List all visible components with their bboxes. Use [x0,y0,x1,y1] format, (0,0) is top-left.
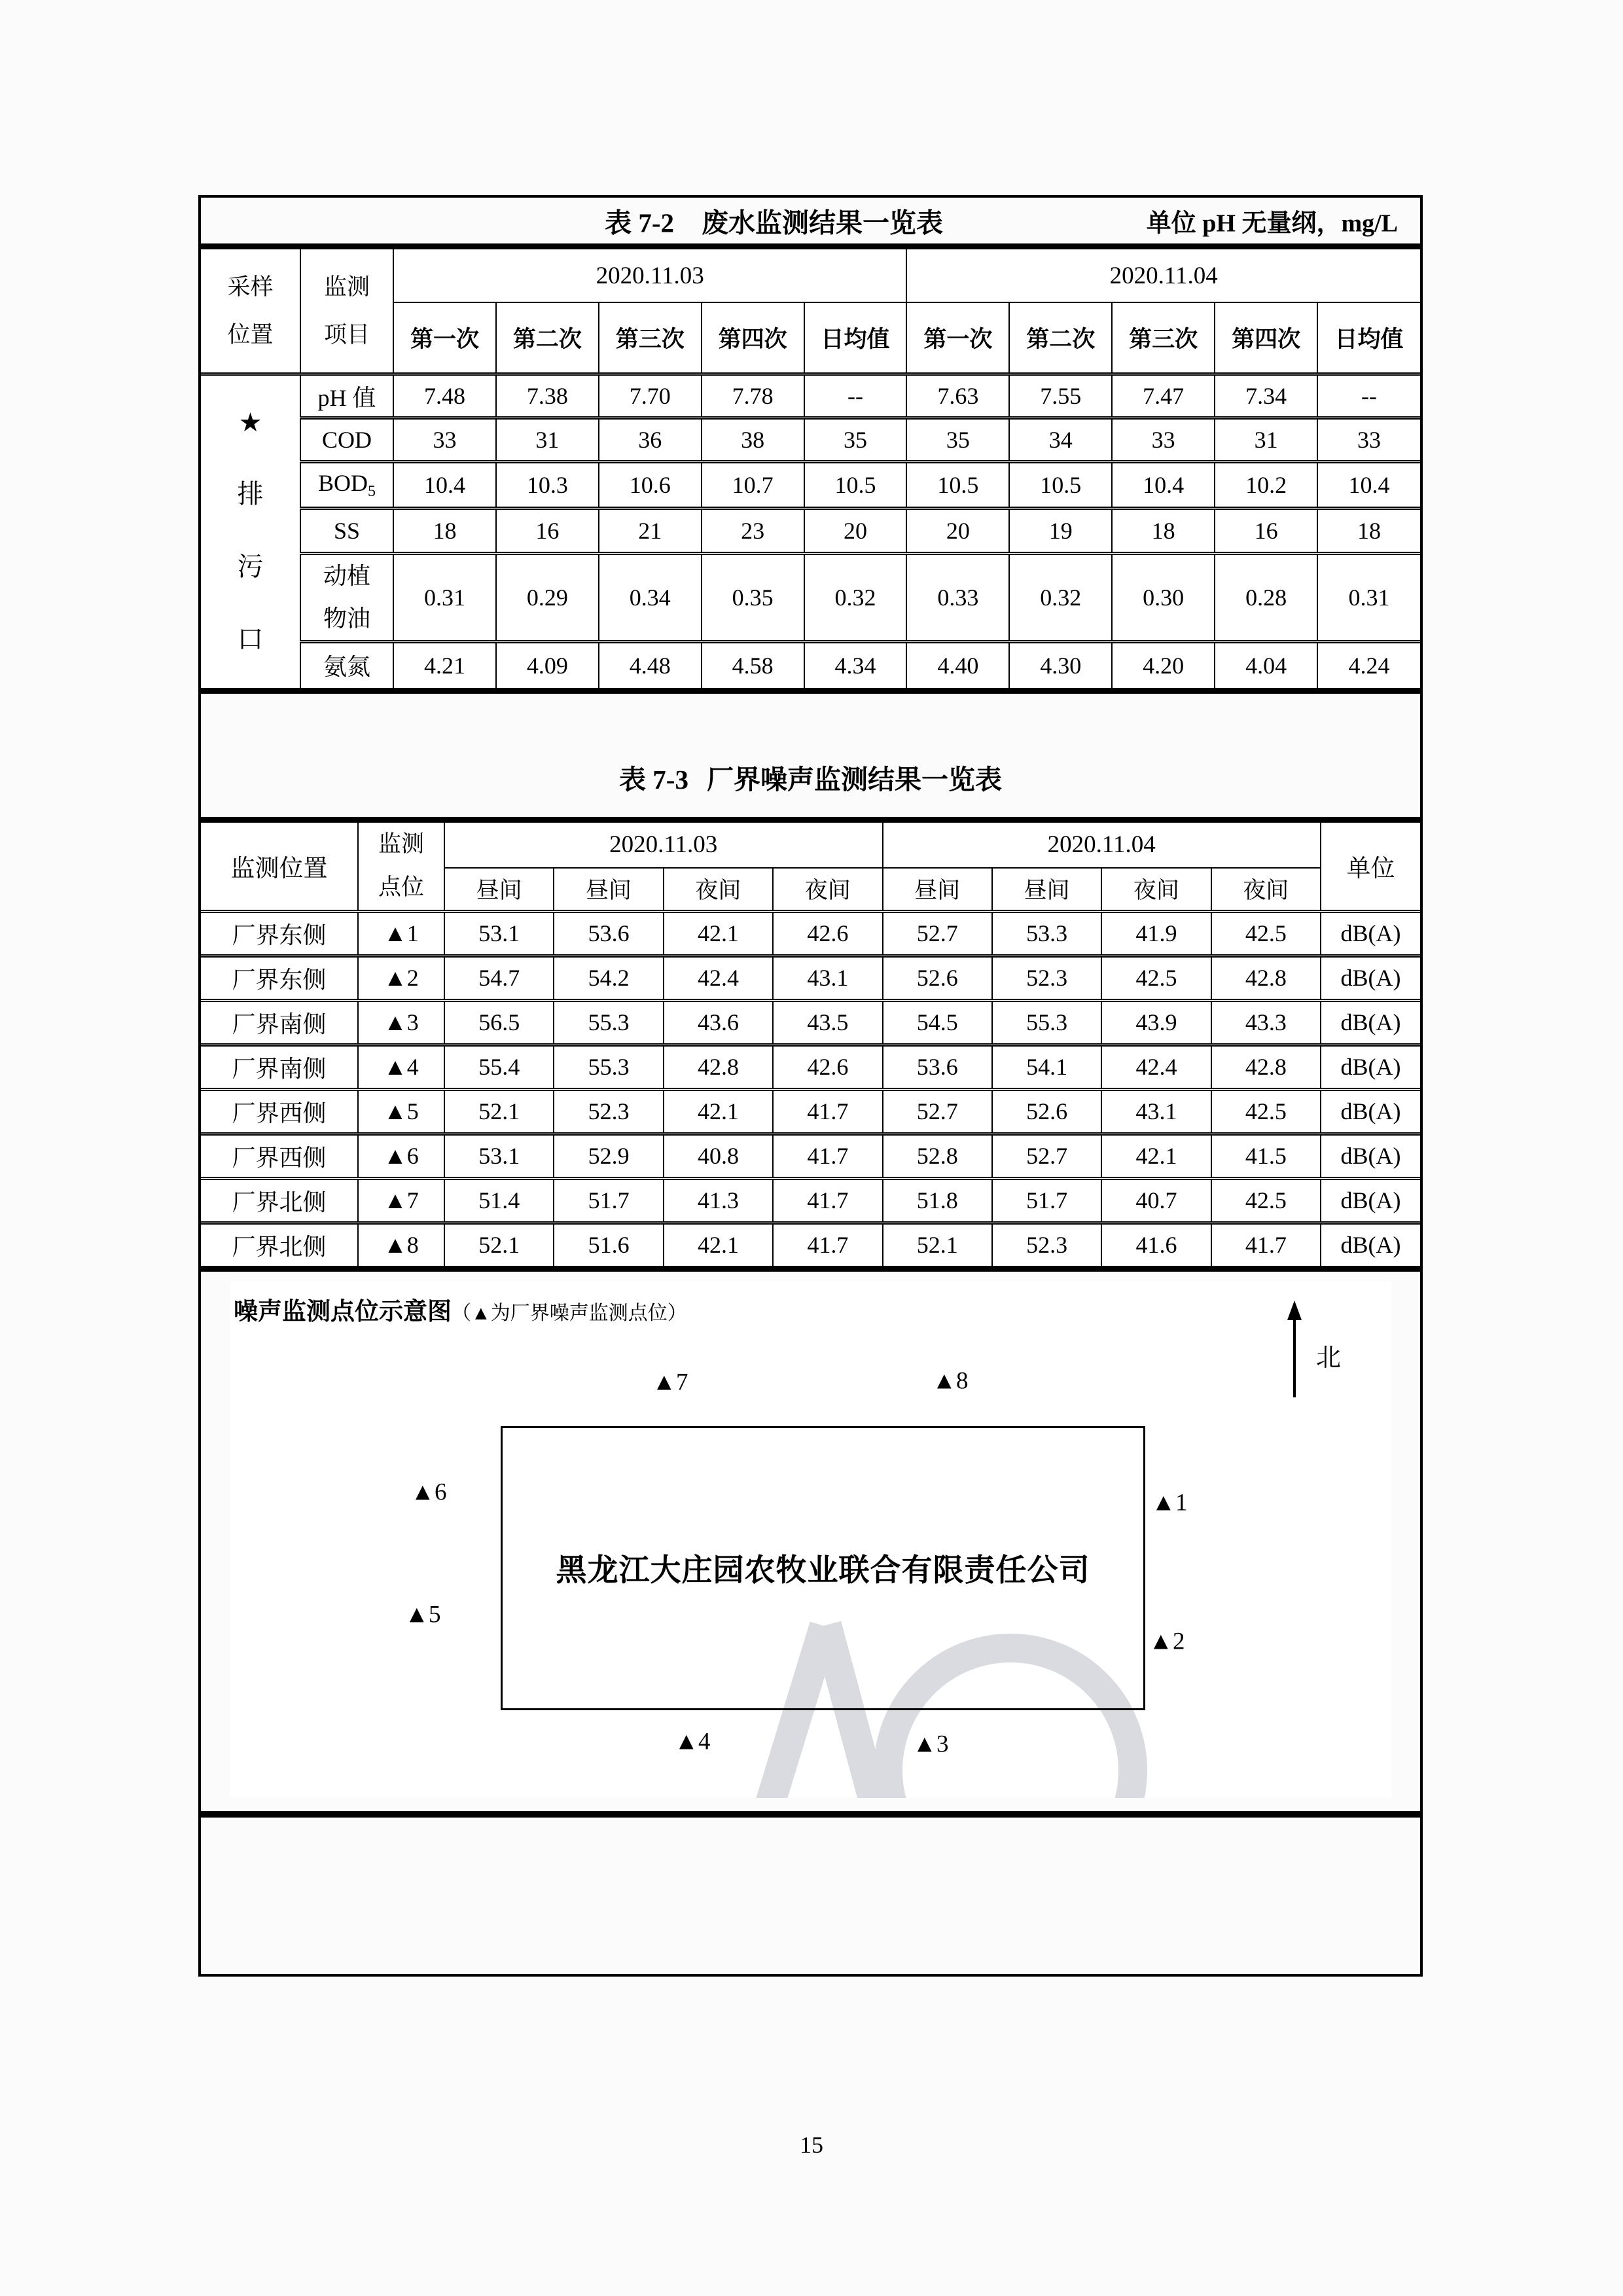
item-label: SS [300,509,393,554]
noise-row [201,1178,1420,1223]
header-subcol: 第四次 [702,302,804,374]
value-cell: 42.8 [1211,956,1321,1000]
value-cell: 7.55 [1009,374,1112,418]
value-cell: 18 [1112,509,1215,554]
header-subcol: 昼间 [444,868,554,911]
noise-point-marker-3: ▲3 [912,1731,949,1758]
value-cell: 16 [1215,509,1317,554]
value-cell: 4.24 [1317,641,1420,691]
value-cell: 42.4 [664,956,773,1000]
value-cell: -- [804,374,907,418]
noise-row [201,1045,1420,1089]
diagram-caption-note: （▲为厂界噪声监测点位） [452,1302,687,1324]
value-cell: 0.31 [1317,554,1420,642]
table72-header-row1 [201,247,1420,303]
value-cell: 43.5 [773,1000,882,1045]
unit-cell: dB(A) [1321,911,1420,956]
value-cell: 51.6 [554,1223,663,1268]
value-cell: 7.48 [393,374,496,418]
value-cell: 43.6 [664,1000,773,1045]
value-cell: 55.3 [554,1045,663,1089]
value-cell: 41.9 [1101,911,1211,956]
value-cell: 42.4 [1101,1045,1211,1089]
value-cell: 52.6 [883,956,992,1000]
table73-title-label: 表 7-3 [619,764,688,795]
item-label: pH 值 [300,374,393,418]
item-label: 动植 物油 [300,554,393,642]
value-cell: 52.7 [883,1089,992,1134]
value-cell: 0.31 [393,554,496,642]
value-cell: 0.34 [599,554,702,642]
noise-location-cell: 厂界西侧 [201,1134,358,1178]
table72-title-label: 表 7-2 [605,207,675,238]
value-cell: 0.28 [1215,554,1317,642]
header-subcol: 昼间 [883,868,992,911]
value-cell: 42.5 [1101,956,1211,1000]
header-subcol: 第一次 [393,302,496,374]
unit-cell: dB(A) [1321,1045,1420,1089]
header-monitor-location: 监测位置 [201,819,358,911]
table72-titlebar [201,198,1420,243]
value-cell: 43.1 [1101,1089,1211,1134]
wastewater-table-body [201,374,1420,691]
value-cell: 18 [393,509,496,554]
value-cell: 42.8 [1211,1045,1321,1089]
wastewater-row [201,418,1420,462]
noise-row [201,956,1420,1000]
value-cell: 52.8 [883,1134,992,1178]
header-date1: 2020.11.03 [393,247,906,303]
value-cell: 4.34 [804,641,907,691]
value-cell: 51.4 [444,1178,554,1223]
factory-boundary-box [501,1426,1145,1710]
value-cell: 33 [1317,418,1420,462]
value-cell: 52.6 [992,1089,1101,1134]
value-cell: 19 [1009,509,1112,554]
value-cell: 51.7 [554,1178,663,1223]
noise-point-cell: ▲5 [358,1089,444,1134]
value-cell: 18 [1317,509,1420,554]
noise-location-cell: 厂界西侧 [201,1089,358,1134]
value-cell: 4.09 [496,641,599,691]
header-subcol: 日均值 [1317,302,1420,374]
value-cell: 0.30 [1112,554,1215,642]
item-label: $BOD_5$ [300,462,393,509]
wastewater-row [201,509,1420,554]
value-cell: 31 [1215,418,1317,462]
value-cell: 42.5 [1211,1178,1321,1223]
unit-cell: dB(A) [1321,1178,1420,1223]
noise-point-cell: ▲4 [358,1045,444,1089]
value-cell: 7.63 [906,374,1009,418]
unit-cell: dB(A) [1321,956,1420,1000]
table73-header-row1 [201,819,1420,868]
value-cell: 4.30 [1009,641,1112,691]
value-cell: 52.3 [554,1089,663,1134]
unit-cell: dB(A) [1321,1134,1420,1178]
value-cell: 7.47 [1112,374,1215,418]
value-cell: 0.32 [804,554,907,642]
value-cell: 0.35 [702,554,804,642]
value-cell: 7.78 [702,374,804,418]
value-cell: 38 [702,418,804,462]
unit-cell: dB(A) [1321,1000,1420,1045]
value-cell: 34 [1009,418,1112,462]
value-cell: 52.1 [444,1089,554,1134]
noise-point-marker-8: ▲8 [932,1367,969,1395]
noise-point-marker-7: ▲7 [652,1369,688,1396]
noise-row [201,911,1420,956]
value-cell: 52.1 [883,1223,992,1268]
value-cell: 56.5 [444,1000,554,1045]
header-subcol: 第一次 [906,302,1009,374]
value-cell: 54.7 [444,956,554,1000]
value-cell: 42.5 [1211,1089,1321,1134]
value-cell: 10.4 [1112,462,1215,509]
location-stack-char: 口 [237,624,264,655]
noise-point-cell: ▲2 [358,956,444,1000]
header-subcol: 第二次 [496,302,599,374]
value-cell: 21 [599,509,702,554]
value-cell: 33 [1112,418,1215,462]
value-cell: 33 [393,418,496,462]
value-cell: 55.4 [444,1045,554,1089]
header-date2: 2020.11.04 [906,247,1420,303]
value-cell: 41.7 [1211,1223,1321,1268]
value-cell: 54.2 [554,956,663,1000]
value-cell: 53.1 [444,1134,554,1178]
wastewater-row [201,374,1420,418]
item-label: COD [300,418,393,462]
header-subcol: 昼间 [992,868,1101,911]
value-cell: 42.1 [664,1223,773,1268]
value-cell: 4.20 [1112,641,1215,691]
wastewater-table [201,243,1420,694]
header-date1: 2020.11.03 [444,819,883,868]
value-cell: 4.21 [393,641,496,691]
value-cell: 52.3 [992,1223,1101,1268]
unit-cell: dB(A) [1321,1223,1420,1268]
value-cell: 10.6 [599,462,702,509]
value-cell: 52.1 [444,1223,554,1268]
value-cell: 42.6 [773,911,882,956]
value-cell: 41.7 [773,1223,882,1268]
page-number: 15 [800,2132,823,2158]
bottom-rule [201,1811,1420,1818]
wastewater-row [201,641,1420,691]
value-cell: 42.1 [664,1089,773,1134]
noise-point-marker-1: ▲1 [1151,1489,1188,1516]
value-cell: 41.5 [1211,1134,1321,1178]
value-cell: 53.1 [444,911,554,956]
header-subcol: 第四次 [1215,302,1317,374]
table73-title [201,759,1420,800]
value-cell: 40.8 [664,1134,773,1178]
value-cell: 52.7 [883,911,992,956]
value-cell: 52.9 [554,1134,663,1178]
header-subcol: 夜间 [773,868,882,911]
noise-row [201,1134,1420,1178]
header-subcol: 第二次 [1009,302,1112,374]
value-cell: 7.38 [496,374,599,418]
table72-title [605,202,943,240]
value-cell: 10.4 [393,462,496,509]
value-cell: 35 [804,418,907,462]
noise-table [201,817,1420,1272]
header-sampling-location: 采样 位置 [201,247,300,374]
value-cell: 40.7 [1101,1178,1211,1223]
noise-location-cell: 厂界南侧 [201,1045,358,1089]
value-cell: 20 [804,509,907,554]
page-border-frame [198,195,1423,1977]
value-cell: 53.6 [554,911,663,956]
noise-location-cell: 厂界北侧 [201,1178,358,1223]
company-name: 黑龙江大庄园农牧业联合有限责任公司 [556,1554,1090,1588]
value-cell: 52.7 [992,1134,1101,1178]
value-cell: 42.1 [1101,1134,1211,1178]
location-stack-char: 排 [237,479,264,509]
north-label: 北 [1316,1344,1342,1372]
noise-table-body [201,911,1420,1268]
value-cell: 55.3 [554,1000,663,1045]
value-cell: 0.32 [1009,554,1112,642]
value-cell: 42.1 [664,911,773,956]
header-monitoring-item: 监测 项目 [300,247,393,374]
noise-location-cell: 厂界南侧 [201,1000,358,1045]
value-cell: 20 [906,509,1009,554]
header-subcol: 夜间 [664,868,773,911]
value-cell: 53.3 [992,911,1101,956]
value-cell: 36 [599,418,702,462]
noise-location-cell: 厂界北侧 [201,1223,358,1268]
table72-title-text: 废水监测结果一览表 [702,207,944,238]
noise-point-marker-4: ▲4 [674,1728,711,1755]
value-cell: 53.6 [883,1045,992,1089]
location-stack-char: 污 [237,552,264,582]
noise-location-cell: 厂界东侧 [201,911,358,956]
value-cell: 4.58 [702,641,804,691]
value-cell: 23 [702,509,804,554]
table73-title-text: 厂界噪声监测结果一览表 [706,764,1002,795]
sampling-location-cell [201,374,300,691]
value-cell: 4.04 [1215,641,1317,691]
value-cell: 41.7 [773,1178,882,1223]
noise-row [201,1223,1420,1268]
value-cell: 4.40 [906,641,1009,691]
value-cell: 10.4 [1317,462,1420,509]
value-cell: 16 [496,509,599,554]
diagram-caption [234,1291,687,1327]
noise-point-cell: ▲8 [358,1223,444,1268]
header-subcol: 夜间 [1101,868,1211,911]
value-cell: 54.1 [992,1045,1101,1089]
value-cell: 10.5 [804,462,907,509]
wastewater-row [201,554,1420,642]
value-cell: 43.3 [1211,1000,1321,1045]
north-arrow-shaft [1293,1319,1296,1397]
noise-point-marker-5: ▲5 [404,1601,441,1628]
value-cell: 41.6 [1101,1223,1211,1268]
value-cell: 42.5 [1211,911,1321,956]
value-cell: 51.7 [992,1178,1101,1223]
noise-point-cell: ▲7 [358,1178,444,1223]
value-cell: 0.29 [496,554,599,642]
value-cell: 31 [496,418,599,462]
unit-cell: dB(A) [1321,1089,1420,1134]
value-cell: 35 [906,418,1009,462]
noise-location-cell: 厂界东侧 [201,956,358,1000]
value-cell: 42.8 [664,1045,773,1089]
noise-point-marker-6: ▲6 [410,1479,447,1506]
value-cell: 51.8 [883,1178,992,1223]
value-cell: -- [1317,374,1420,418]
diagram-caption-main: 噪声监测点位示意图 [234,1298,452,1325]
header-subcol: 夜间 [1211,868,1321,911]
value-cell: 7.34 [1215,374,1317,418]
header-subcol: 日均值 [804,302,907,374]
value-cell: 10.5 [1009,462,1112,509]
table72-unit-note: 单位 pH 无量纲，mg/L [1146,209,1398,238]
noise-row [201,1089,1420,1134]
value-cell: 43.1 [773,956,882,1000]
value-cell: 7.70 [599,374,702,418]
noise-point-marker-2: ▲2 [1149,1628,1185,1655]
value-cell: 10.5 [906,462,1009,509]
value-cell: 10.2 [1215,462,1317,509]
wastewater-row [201,462,1420,509]
noise-point-cell: ▲6 [358,1134,444,1178]
value-cell: 54.5 [883,1000,992,1045]
noise-point-cell: ▲3 [358,1000,444,1045]
value-cell: 41.3 [664,1178,773,1223]
noise-point-cell: ▲1 [358,911,444,956]
header-subcol: 第三次 [599,302,702,374]
value-cell: 10.3 [496,462,599,509]
value-cell: 41.7 [773,1089,882,1134]
value-cell: 0.33 [906,554,1009,642]
header-monitor-point: 监测 点位 [358,819,444,911]
header-date2: 2020.11.04 [883,819,1321,868]
value-cell: 43.9 [1101,1000,1211,1045]
header-unit: 单位 [1321,819,1420,911]
header-subcol: 第三次 [1112,302,1215,374]
noise-point-diagram [230,1281,1391,1798]
north-arrow-icon [1287,1300,1302,1320]
item-label: 氨氮 [300,641,393,691]
location-stack-char: ★ [238,408,262,438]
value-cell: 52.3 [992,956,1101,1000]
value-cell: 41.7 [773,1134,882,1178]
header-subcol: 昼间 [554,868,663,911]
value-cell: 55.3 [992,1000,1101,1045]
value-cell: 42.6 [773,1045,882,1089]
noise-row [201,1000,1420,1045]
value-cell: 4.48 [599,641,702,691]
value-cell: 10.7 [702,462,804,509]
